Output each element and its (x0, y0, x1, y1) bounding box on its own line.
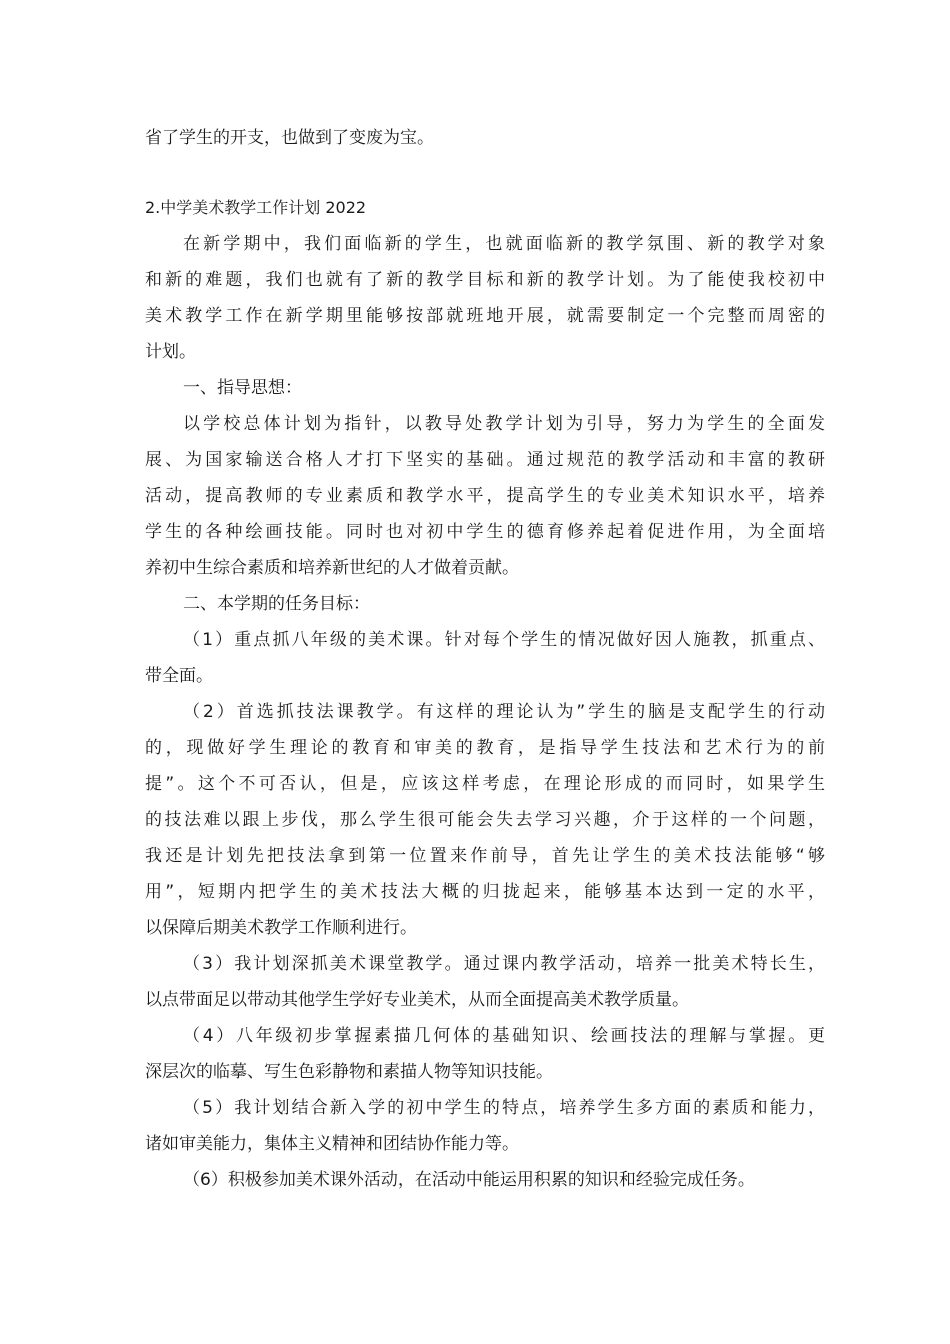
text-line: 带全面。 (145, 666, 213, 686)
task-item-2 (145, 694, 825, 946)
text-line: 美术教学工作在新学期里能够按部就班地开展，就需要制定一个完整而周密的 (145, 306, 825, 326)
text-line: 活动，提高教师的专业素质和教学水平，提高学生的专业美术知识水平，培养 (145, 486, 825, 506)
text-line: （4）八年级初步掌握素描几何体的基础知识、绘画技法的理解与掌握。更 (183, 1026, 825, 1046)
text-line: 养初中生综合素质和培养新世纪的人才做着贡献。 (145, 558, 519, 578)
text-line: 用”，短期内把学生的美术技法大概的归拢起来，能够基本达到一定的水平， (145, 882, 825, 902)
text-line: 在新学期中，我们面临新的学生，也就面临新的教学氛围、新的教学对象 (183, 234, 825, 254)
tasks-heading: 二、本学期的任务目标： (183, 594, 370, 614)
document-body (145, 120, 825, 1198)
text-line: （3）我计划深抓美术课堂教学。通过课内教学活动，培养一批美术特长生， (183, 954, 825, 974)
text-line: 提”。这个不可否认，但是，应该这样考虑，在理论形成的而同时，如果学生 (145, 774, 825, 794)
text-line: 学生的各种绘画技能。同时也对初中学生的德育修养起着促进作用，为全面培 (145, 522, 825, 542)
task-item-4 (145, 1018, 825, 1090)
text-line: 深层次的临摹、写生色彩静物和素描人物等知识技能。 (145, 1062, 553, 1082)
text-line: （2）首选抓技法课教学。有这样的理论认为”学生的脑是支配学生的行动 (183, 702, 825, 722)
task-item-1 (145, 622, 825, 694)
intro-paragraph (145, 226, 825, 370)
guiding-paragraph (145, 406, 825, 586)
text-line: 我还是计划先把技法拿到第一位置来作前导，首先让学生的美术技法能够“够 (145, 846, 825, 866)
task-item-6 (145, 1162, 825, 1198)
text-line: 以保障后期美术教学工作顺利进行。 (145, 918, 417, 938)
text-line: 以学校总体计划为指针，以教导处教学计划为引导，努力为学生的全面发 (183, 414, 825, 434)
section-title: 2.中学美术教学工作计划 2022 (145, 198, 367, 217)
text-line: （1）重点抓八年级的美术课。针对每个学生的情况做好因人施教，抓重点、 (183, 630, 825, 650)
text-line: 的，现做好学生理论的教育和审美的教育，是指导学生技法和艺术行为的前 (145, 738, 825, 758)
text-line: 展、为国家输送合格人才打下坚实的基础。通过规范的教学活动和丰富的教研 (145, 450, 825, 470)
paragraph-gap (145, 156, 825, 190)
task-item-3 (145, 946, 825, 1018)
task-item-5 (145, 1090, 825, 1162)
text-line: 计划。 (145, 342, 196, 362)
carryover-paragraph: 省了学生的开支，也做到了变废为宝。 (145, 128, 434, 148)
text-line: 和新的难题，我们也就有了新的教学目标和新的教学计划。为了能使我校初中 (145, 270, 825, 290)
guiding-heading: 一、指导思想： (183, 378, 302, 398)
text-line: （5）我计划结合新入学的初中学生的特点，培养学生多方面的素质和能力， (183, 1098, 825, 1118)
text-line: 诸如审美能力，集体主义精神和团结协作能力等。 (145, 1134, 519, 1154)
text-line: 以点带面足以带动其他学生学好专业美术，从而全面提高美术教学质量。 (145, 990, 689, 1010)
text-line: （6）积极参加美术课外活动，在活动中能运用积累的知识和经验完成任务。 (183, 1170, 755, 1190)
text-line: 的技法难以跟上步伐，那么学生很可能会失去学习兴趣，介于这样的一个问题， (145, 810, 825, 830)
